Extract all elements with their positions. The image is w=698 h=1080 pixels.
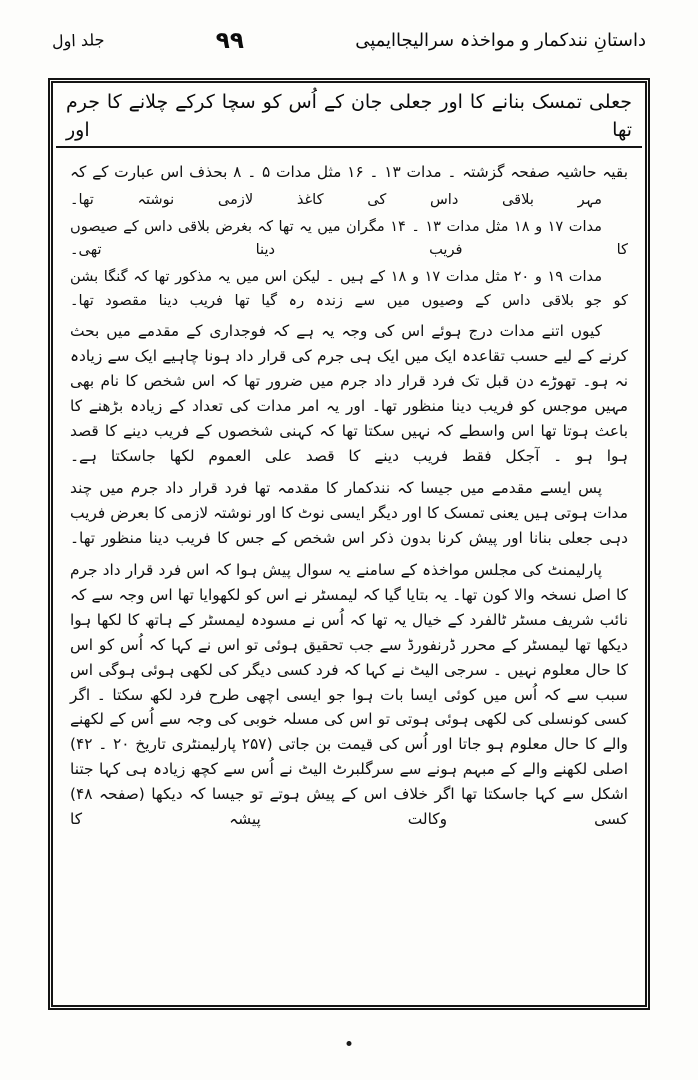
- page-footer-dot: [347, 1041, 352, 1046]
- footnote-paragraph: مدات ۱۹ و ۲۰ مثل مدات ۱۷ و ۱۸ کے ہیں ۔ لیکن اس میں یہ مذکور تھا کہ گنگا بشن کو جو بلاقی داس کے وصیوں میں سے زندہ رہ گیا تھا فریب دینا مقصود تھا۔: [70, 267, 628, 309]
- footnote-paragraph: پس ایسے مقدمے میں جیسا کہ نندکمار کا مقدمہ تھا فرد قرار داد جرم میں چند مدات ہوتی ہیں یعنی تمسک کا اور دیگر ایسی نوٹ کا اور نوشتہ لازمی کا بعرض فریب دہی جعلی بنانا اور پیش کرنا بدون ذکر اس شخص کے جس کا فریب دینا منظور تھا۔: [70, 478, 628, 547]
- header-book-title: داستانِ نندکمار و مواخذہ سرالیجاایمپی: [355, 30, 646, 52]
- text-frame: [48, 78, 650, 1010]
- header-volume: جلد اول: [51, 29, 105, 51]
- footnote-heading: بقیہ حاشیہ صفحہ گزشتہ ۔ مدات ۱۳ ۔ ۱۶ مثل مدات ۵ ۔ ۸ بحذف اس عبارت کے کہ: [70, 163, 628, 181]
- page-number: ٩٩: [215, 27, 244, 54]
- footnote-paragraph: کیوں اتنے مدات درج ہوئے اس کی وجہ یہ ہے کہ فوجداری کے مقدمے میں بحث کرنے کے لیے حسب تقاعدہ ایک میں ایک ہی جرم کی قرار داد ہونا چاہیے ایک سے زیادہ نہ ہو۔ تھوڑے دن قبل تک فرد قرار داد جرم میں ضرور تھا کہ اس شخص کا نام بھی مہیں موجس کو فریب دینا منظور تھا۔ اور یہ امر مدات کی تعداد کے زیادہ بڑھنے کا باعث ہوتا تھا اس واسطے کہ نہیں سکتا تھا کہ کہنی شخصوں کے فریب دینے کا قصد ہوا ہو ۔ آجکل فقط فریب دینے کا قصد علی العموم لکھا جاسکتا ہے۔: [70, 322, 628, 465]
- footnote-paragraph: پارلیمنٹ کی مجلس مواخذہ کے سامنے یہ سوال پیش ہوا کہ اس فرد قرار داد جرم کا اصل نسخہ والا کون تھا۔ یہ بتایا گیا کہ لیمسٹر نے اس کو لکھوایا تھا اس وجہ سے کہ نائب شریف مسٹر ٹالفرد کے خیال یہ تھا کہ اُس نے مسودہ لیمسٹر کے ہاتھ کا لکھا ہوا دیکھا تھا لیمسٹر کے محرر ڈرنفورڈ سے جب تحقیق ہوئی تو اس نے کہا کہ اُس کو اس کا حال معلوم نہیں ۔ سرجی الیٹ نے کہا کہ فرد کسی دیگر کی لکھی ہوئی ہوگی اس سبب سے کہ اُس میں کوئی ایسا بات ہوا جو ایسی اچھی طرح فرد لکھ سکتا ۔ اگر کسی کونسلی کی لکھی ہوئی ہوتی تو اس کی مسلہ خوبی کی وجہ سے اُس کے لکھنے والے کا حال معلوم ہو جاتا اور اُس کی قیمت بن جاتی (۲۵۷ پارلیمنٹری تاریخ ۲۰ ۔ ۴۲) اصلی لکھنے والے کے مبہم ہونے سے سرگلبرٹ الیٹ نے اُس سے کچھ زیادہ ہی کہا جتنا اشکل سے کہا جاسکتا تھا اگر خلاف اس کے پیش ہوتے تو جیسا کہ دیکھا (صفحہ ۴۸) کسی وکالت پیشہ کا: [70, 560, 628, 829]
- main-text-block: [56, 86, 642, 148]
- page-header: [52, 22, 646, 60]
- footnote-block: [58, 154, 640, 1002]
- footnote-paragraph: مدات ۱۷ و ۱۸ مثل مدات ۱۳ ۔ ۱۴ مگران میں یہ تھا کہ بغرض بلاقی داس کے صیصوں کا فریب دینا تھی۔: [70, 217, 628, 259]
- main-text-line: جعلی تمسک بنانے کا اور جعلی جان کے اُس کو سچا کرکے چلانے کا جرم تھا اور: [66, 90, 632, 141]
- footnote-paragraph: مہر بلاقی داس کی کاغذ لازمی نوشتہ تھا۔: [70, 190, 602, 208]
